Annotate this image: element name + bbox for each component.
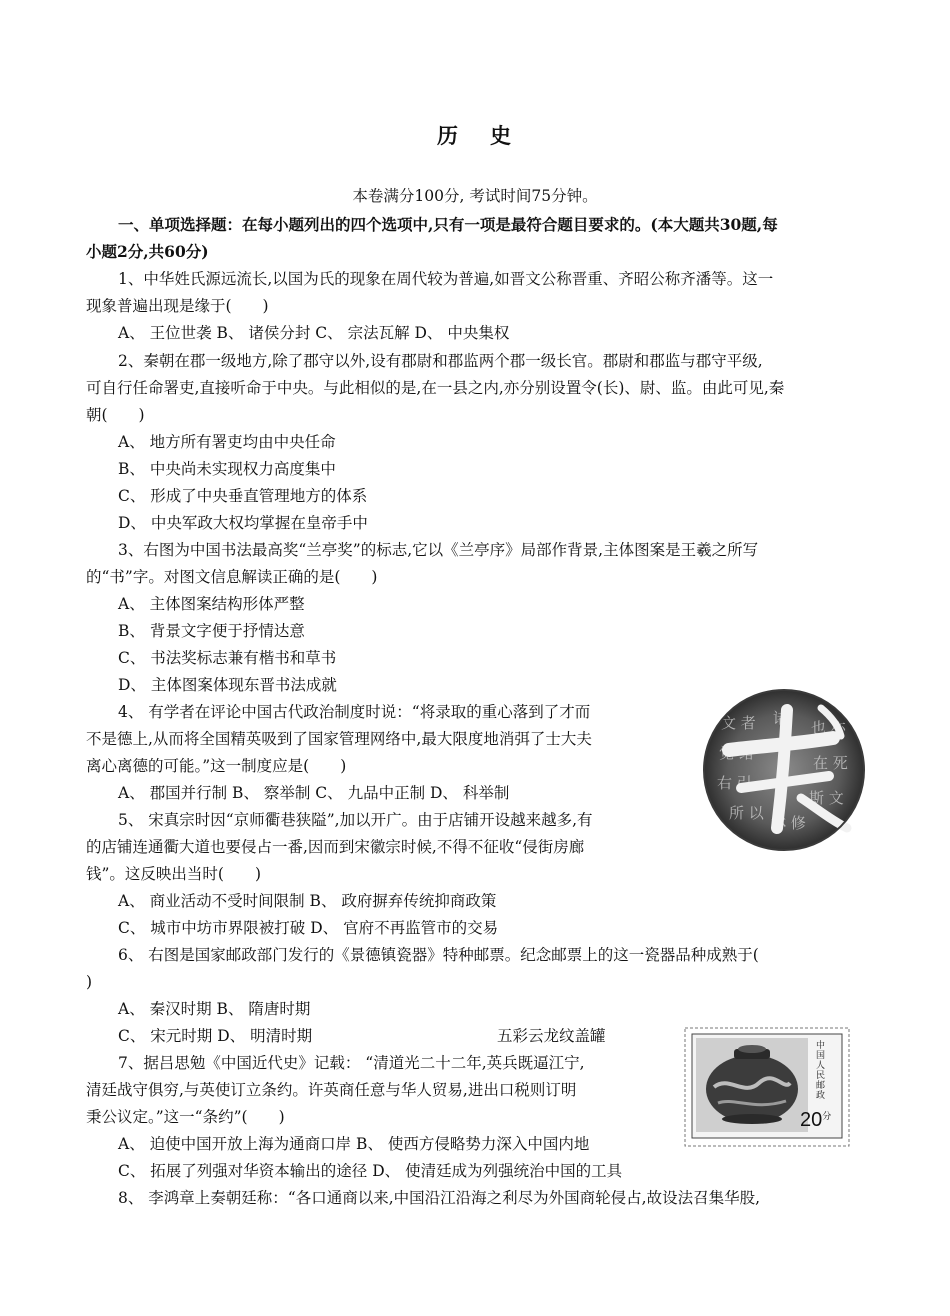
title-char-2: 史 [490, 123, 513, 148]
q7-stem-line-2: 清廷战守俱穷,与英使订立条约。许英商任意与华人贸易,进出口税则订明 [86, 1081, 577, 1099]
lanting-award-logo-image [701, 688, 867, 852]
q1-stem-line-2: 现象普遍出现是缘于( ) [86, 297, 269, 315]
svg-text:右 引: 右 引 [717, 774, 752, 792]
q4-stem-line-3: 离心离德的可能。”这一制度应是( ) [86, 757, 347, 775]
q4-stem-line-1: 4、 有学者在评论中国古代政治制度时说：“将录取的重心落到了才而 [118, 703, 591, 721]
q6-options-line-1: A、 秦汉时期 B、 隋唐时期 [118, 1000, 311, 1018]
q7-options-line-2: C、 拓展了列强对华资本输出的途径 D、 使清廷成为列强统治中国的工具 [118, 1162, 623, 1180]
q2-option-d: D、 中央军政大权均掌握在皇帝手中 [118, 514, 368, 532]
q2-option-c: C、 形成了中央垂直管理地方的体系 [118, 487, 368, 505]
q8-stem-line-1: 8、 李鸿章上奏朝廷称：“各口通商以来,中国沿江沿海之利尽为外国商轮侵占,故设法召集华股, [118, 1189, 760, 1207]
q5-stem-line-3: 钱”。这反映出当时( ) [86, 865, 262, 883]
stamp-face-value [800, 1109, 831, 1132]
svg-text:所 以: 所 以 [729, 804, 764, 822]
page-title [0, 120, 950, 150]
svg-text:文 者: 文 者 [721, 714, 756, 732]
q2-stem-line-2: 可自行任命署吏,直接听命于中央。与此相似的是,在一县之内,亦分别设置令(长)、尉、监。由此可见,秦 [86, 379, 785, 397]
stamp-caption: 五彩云龙纹盖罐 [497, 1027, 606, 1045]
q7-stem-line-1: 7、据吕思勉《中国近代史》记载： “清道光二十二年,英兵既逼江宁, [118, 1054, 585, 1072]
svg-text:也 亦: 也 亦 [811, 719, 846, 737]
q7-stem-line-3: 秉公议定。”这一“条约”( ) [86, 1108, 285, 1126]
q3-option-d: D、 主体图案体现东晋书法成就 [118, 676, 337, 694]
title-char-1: 历 [437, 123, 460, 148]
section-heading-line-1: 一、单项选择题：在每小题列出的四个选项中,只有一项是最符合题目要求的。(本大题共30题,每 [118, 215, 778, 234]
q6-stem-line-1: 6、 右图是国家邮政部门发行的《景德镇瓷器》特种邮票。纪念邮票上的这一瓷器品种成熟于( [118, 946, 759, 964]
q3-stem-line-2: 的“书”字。对图文信息解读正确的是( ) [86, 568, 378, 586]
q6-stem-line-2: ) [86, 973, 93, 991]
q7-options-line-1: A、 迫使中国开放上海为通商口岸 B、 使西方侵略势力深入中国内地 [118, 1135, 590, 1153]
q3-option-c: C、 书法奖标志兼有楷书和草书 [118, 649, 337, 667]
q6-options-line-2: C、 宋元时期 D、 明清时期 [118, 1027, 313, 1045]
exam-info: 本卷满分100分, 考试时间75分钟。 [352, 187, 598, 205]
svg-text:觉 绪: 觉 绪 [719, 744, 754, 762]
porcelain-stamp-image [684, 1027, 850, 1147]
q1-stem-line-1: 1、中华姓氏源远流长,以国为氏的现象在周代较为普遍,如晋文公称晋重、齐昭公称齐潘等。这一 [118, 270, 774, 288]
stamp-country-text: 中国人民邮政 [816, 1041, 826, 1101]
svg-text:斯 文: 斯 文 [809, 789, 844, 807]
q4-stem-line-2: 不是德上,从而将全国精英吸到了国家管理网络中,最大限度地消弭了士大夫 [86, 730, 592, 748]
stamp-value: 20 [800, 1109, 823, 1131]
svg-text:在 死: 在 死 [813, 754, 848, 772]
q3-option-a: A、 主体图案结构形体严整 [118, 595, 305, 613]
q3-option-b: B、 背景文字便于抒情达意 [118, 622, 305, 640]
q5-options-line-1: A、 商业活动不受时间限制 B、 政府摒弃传统抑商政策 [118, 892, 497, 910]
stamp-unit: 分 [822, 1111, 832, 1121]
q2-option-a: A、 地方所有署吏均由中央任命 [118, 433, 336, 451]
q2-option-b: B、 中央尚未实现权力高度集中 [118, 460, 336, 478]
q4-options: A、 郡国并行制 B、 察举制 C、 九品中正制 D、 科举制 [118, 784, 510, 802]
q2-stem-line-1: 2、秦朝在郡一级地方,除了郡守以外,设有郡尉和郡监两个郡一级长官。郡尉和郡监与郡守平级, [118, 352, 763, 370]
q5-stem-line-1: 5、 宋真宗时因“京师衢巷狭隘”,加以开广。由于店铺开设越来越多,有 [118, 811, 593, 829]
q2-stem-line-3: 朝( ) [86, 406, 145, 424]
q1-options: A、 王位世袭 B、 诸侯分封 C、 宗法瓦解 D、 中央集权 [118, 324, 510, 342]
q5-options-line-2: C、 城市中坊市界限被打破 D、 官府不再监管市的交易 [118, 919, 499, 937]
section-heading-line-2: 小题2分,共60分) [86, 242, 209, 261]
q3-stem-line-1: 3、右图为中国书法最高奖“兰亭奖”的标志,它以《兰亭序》局部作背景,主体图案是王羲之所写 [118, 541, 759, 559]
q5-stem-line-2: 的店铺连通衢大道也要侵占一番,因而到宋徽宗时候,不得不征收“侵街房廊 [86, 838, 585, 856]
svg-text:林 修: 林 修 [771, 814, 806, 832]
svg-text:诸: 诸 [773, 709, 789, 727]
